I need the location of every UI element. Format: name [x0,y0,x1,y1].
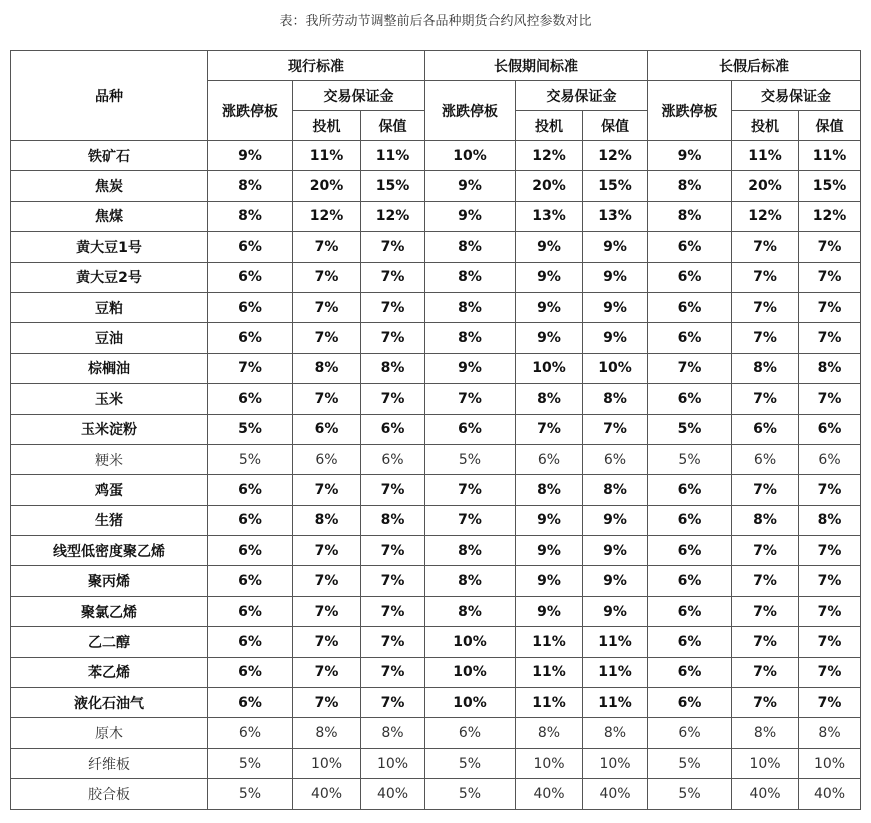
variety-cell: 铁矿石 [11,141,208,171]
value-cell: 12% [361,201,425,231]
value-cell: 5% [425,779,516,809]
header-margin-current: 交易保证金 [293,81,425,111]
value-cell: 7% [799,475,861,505]
value-cell: 11% [583,657,648,687]
variety-cell: 棕榈油 [11,353,208,383]
value-cell: 7% [799,566,861,596]
value-cell: 12% [516,141,583,171]
value-cell: 7% [293,292,361,322]
value-cell: 11% [732,141,799,171]
value-cell: 8% [732,353,799,383]
value-cell: 8% [799,353,861,383]
table-row [11,323,861,353]
value-cell: 13% [583,201,648,231]
value-cell: 6% [648,688,732,718]
value-cell: 8% [583,718,648,748]
variety-cell: 液化石油气 [11,688,208,718]
value-cell: 6% [648,384,732,414]
value-cell: 6% [732,414,799,444]
value-cell: 6% [208,536,293,566]
value-cell: 9% [516,505,583,535]
header-limit-holiday: 涨跌停板 [425,81,516,141]
value-cell: 5% [208,779,293,809]
value-cell: 7% [732,384,799,414]
variety-cell: 豆粕 [11,292,208,322]
value-cell: 7% [425,505,516,535]
value-cell: 6% [648,718,732,748]
value-cell: 7% [361,596,425,626]
value-cell: 11% [583,688,648,718]
value-cell: 40% [516,779,583,809]
value-cell: 7% [361,627,425,657]
value-cell: 11% [516,627,583,657]
value-cell: 7% [799,627,861,657]
value-cell: 7% [361,566,425,596]
value-cell: 9% [516,566,583,596]
value-cell: 10% [425,657,516,687]
value-cell: 9% [516,323,583,353]
value-cell: 7% [361,657,425,687]
table-caption: 表：我所劳动节调整前后各品种期货合约风控参数对比 [279,14,592,29]
value-cell: 10% [516,748,583,778]
value-cell: 8% [361,505,425,535]
value-cell: 8% [425,292,516,322]
value-cell: 9% [516,596,583,626]
value-cell: 8% [732,718,799,748]
value-cell: 9% [516,536,583,566]
table-row [11,353,861,383]
variety-cell: 聚丙烯 [11,566,208,596]
value-cell: 10% [425,627,516,657]
value-cell: 12% [583,141,648,171]
variety-cell: 黄大豆1号 [11,232,208,262]
value-cell: 10% [425,688,516,718]
value-cell: 9% [425,171,516,201]
value-cell: 11% [516,657,583,687]
value-cell: 5% [208,444,293,474]
value-cell: 7% [799,657,861,687]
value-cell: 7% [293,262,361,292]
table-row [11,688,861,718]
value-cell: 7% [293,475,361,505]
table-row [11,596,861,626]
value-cell: 9% [583,536,648,566]
value-cell: 7% [425,384,516,414]
value-cell: 10% [583,353,648,383]
value-cell: 7% [732,627,799,657]
value-cell: 10% [516,353,583,383]
value-cell: 8% [425,566,516,596]
value-cell: 6% [208,232,293,262]
value-cell: 11% [583,627,648,657]
value-cell: 8% [648,171,732,201]
value-cell: 7% [293,323,361,353]
value-cell: 6% [208,596,293,626]
value-cell: 9% [583,566,648,596]
value-cell: 7% [361,688,425,718]
value-cell: 7% [732,323,799,353]
value-cell: 6% [361,414,425,444]
value-cell: 7% [799,596,861,626]
value-cell: 6% [648,323,732,353]
variety-cell: 原木 [11,718,208,748]
value-cell: 8% [208,201,293,231]
table-row [11,566,861,596]
table-row [11,171,861,201]
value-cell: 8% [648,201,732,231]
value-cell: 6% [208,718,293,748]
value-cell: 7% [799,384,861,414]
header-hedge-current: 保值 [361,111,425,141]
value-cell: 6% [799,414,861,444]
value-cell: 8% [425,232,516,262]
table-row [11,748,861,778]
variety-cell: 焦煤 [11,201,208,231]
value-cell: 11% [516,688,583,718]
value-cell: 7% [732,536,799,566]
value-cell: 7% [799,536,861,566]
value-cell: 15% [583,171,648,201]
value-cell: 6% [361,444,425,474]
table-row [11,201,861,231]
value-cell: 9% [583,505,648,535]
table-row [11,414,861,444]
variety-cell: 乙二醇 [11,627,208,657]
value-cell: 7% [732,475,799,505]
value-cell: 6% [648,627,732,657]
header-limit-after: 涨跌停板 [648,81,732,141]
value-cell: 8% [516,384,583,414]
value-cell: 6% [208,627,293,657]
value-cell: 7% [799,688,861,718]
header-margin-after: 交易保证金 [732,81,861,111]
value-cell: 8% [516,475,583,505]
value-cell: 7% [293,384,361,414]
table-row [11,627,861,657]
value-cell: 5% [208,748,293,778]
value-cell: 8% [425,323,516,353]
value-cell: 6% [208,657,293,687]
value-cell: 9% [516,292,583,322]
value-cell: 7% [732,688,799,718]
value-cell: 8% [361,353,425,383]
value-cell: 7% [361,323,425,353]
variety-cell: 玉米 [11,384,208,414]
value-cell: 6% [208,566,293,596]
value-cell: 8% [293,718,361,748]
value-cell: 6% [583,444,648,474]
value-cell: 6% [648,292,732,322]
value-cell: 13% [516,201,583,231]
value-cell: 7% [293,657,361,687]
value-cell: 6% [648,232,732,262]
variety-cell: 豆油 [11,323,208,353]
value-cell: 7% [293,627,361,657]
value-cell: 9% [583,323,648,353]
value-cell: 6% [799,444,861,474]
header-spec-after: 投机 [732,111,799,141]
value-cell: 7% [732,596,799,626]
value-cell: 40% [293,779,361,809]
value-cell: 7% [732,262,799,292]
value-cell: 6% [648,505,732,535]
variety-cell: 胶合板 [11,779,208,809]
value-cell: 40% [583,779,648,809]
variety-cell: 生猪 [11,505,208,535]
value-cell: 6% [208,292,293,322]
value-cell: 11% [293,141,361,171]
value-cell: 8% [293,353,361,383]
variety-cell: 纤维板 [11,748,208,778]
value-cell: 9% [583,596,648,626]
value-cell: 6% [648,536,732,566]
header-spec-holiday: 投机 [516,111,583,141]
risk-params-table [10,50,861,810]
table-row [11,384,861,414]
value-cell: 5% [648,414,732,444]
table-row [11,718,861,748]
value-cell: 7% [293,566,361,596]
value-cell: 8% [516,718,583,748]
value-cell: 8% [425,262,516,292]
value-cell: 7% [799,232,861,262]
value-cell: 7% [361,536,425,566]
header-hedge-after: 保值 [799,111,861,141]
variety-cell: 玉米淀粉 [11,414,208,444]
value-cell: 6% [208,262,293,292]
value-cell: 8% [293,505,361,535]
value-cell: 6% [293,414,361,444]
table-row [11,779,861,809]
value-cell: 20% [732,171,799,201]
value-cell: 10% [361,748,425,778]
value-cell: 7% [293,688,361,718]
value-cell: 12% [732,201,799,231]
value-cell: 8% [583,475,648,505]
value-cell: 40% [361,779,425,809]
table-body [11,141,861,810]
value-cell: 11% [361,141,425,171]
value-cell: 40% [799,779,861,809]
table-row [11,262,861,292]
value-cell: 7% [208,353,293,383]
table-row [11,292,861,322]
value-cell: 7% [361,384,425,414]
value-cell: 7% [361,262,425,292]
variety-cell: 聚氯乙烯 [11,596,208,626]
value-cell: 8% [361,718,425,748]
value-cell: 8% [425,596,516,626]
header-variety: 品种 [11,51,208,141]
value-cell: 7% [732,292,799,322]
header-group-current: 现行标准 [208,51,425,81]
value-cell: 6% [208,323,293,353]
value-cell: 9% [583,232,648,262]
value-cell: 5% [425,444,516,474]
value-cell: 5% [425,748,516,778]
table-row [11,444,861,474]
value-cell: 9% [516,232,583,262]
value-cell: 15% [361,171,425,201]
value-cell: 7% [361,475,425,505]
value-cell: 9% [208,141,293,171]
variety-cell: 粳米 [11,444,208,474]
variety-cell: 线型低密度聚乙烯 [11,536,208,566]
value-cell: 6% [208,475,293,505]
value-cell: 15% [799,171,861,201]
table-row [11,232,861,262]
value-cell: 5% [648,779,732,809]
value-cell: 7% [583,414,648,444]
value-cell: 6% [648,262,732,292]
header-hedge-holiday: 保值 [583,111,648,141]
value-cell: 12% [293,201,361,231]
table-row [11,141,861,171]
value-cell: 40% [732,779,799,809]
value-cell: 7% [732,657,799,687]
value-cell: 8% [208,171,293,201]
value-cell: 6% [425,414,516,444]
variety-cell: 鸡蛋 [11,475,208,505]
header-group-after: 长假后标准 [648,51,861,81]
value-cell: 8% [425,536,516,566]
header-spec-current: 投机 [293,111,361,141]
value-cell: 9% [583,262,648,292]
value-cell: 7% [361,232,425,262]
value-cell: 6% [208,688,293,718]
value-cell: 6% [208,384,293,414]
value-cell: 7% [425,475,516,505]
value-cell: 12% [799,201,861,231]
value-cell: 7% [799,262,861,292]
value-cell: 8% [583,384,648,414]
value-cell: 6% [732,444,799,474]
value-cell: 6% [516,444,583,474]
variety-cell: 黄大豆2号 [11,262,208,292]
value-cell: 10% [293,748,361,778]
value-cell: 11% [799,141,861,171]
variety-cell: 焦炭 [11,171,208,201]
value-cell: 5% [648,748,732,778]
value-cell: 8% [799,718,861,748]
variety-cell: 苯乙烯 [11,657,208,687]
value-cell: 7% [516,414,583,444]
value-cell: 9% [648,141,732,171]
header-group-holiday: 长假期间标准 [425,51,648,81]
header-limit-current: 涨跌停板 [208,81,293,141]
value-cell: 9% [425,353,516,383]
value-cell: 6% [648,657,732,687]
table-row [11,657,861,687]
value-cell: 9% [583,292,648,322]
value-cell: 9% [425,201,516,231]
value-cell: 6% [425,718,516,748]
value-cell: 7% [732,232,799,262]
value-cell: 7% [732,566,799,596]
value-cell: 10% [732,748,799,778]
header-margin-holiday: 交易保证金 [516,81,648,111]
value-cell: 10% [583,748,648,778]
value-cell: 10% [799,748,861,778]
value-cell: 6% [648,596,732,626]
value-cell: 6% [208,505,293,535]
value-cell: 20% [293,171,361,201]
value-cell: 7% [293,596,361,626]
value-cell: 7% [293,536,361,566]
value-cell: 8% [732,505,799,535]
table-row [11,475,861,505]
value-cell: 5% [208,414,293,444]
value-cell: 20% [516,171,583,201]
value-cell: 8% [799,505,861,535]
value-cell: 5% [648,444,732,474]
value-cell: 7% [293,232,361,262]
table-row [11,505,861,535]
value-cell: 9% [516,262,583,292]
value-cell: 7% [361,292,425,322]
value-cell: 10% [425,141,516,171]
value-cell: 7% [799,323,861,353]
value-cell: 7% [648,353,732,383]
value-cell: 7% [799,292,861,322]
value-cell: 6% [648,566,732,596]
value-cell: 6% [293,444,361,474]
table-row [11,536,861,566]
value-cell: 6% [648,475,732,505]
